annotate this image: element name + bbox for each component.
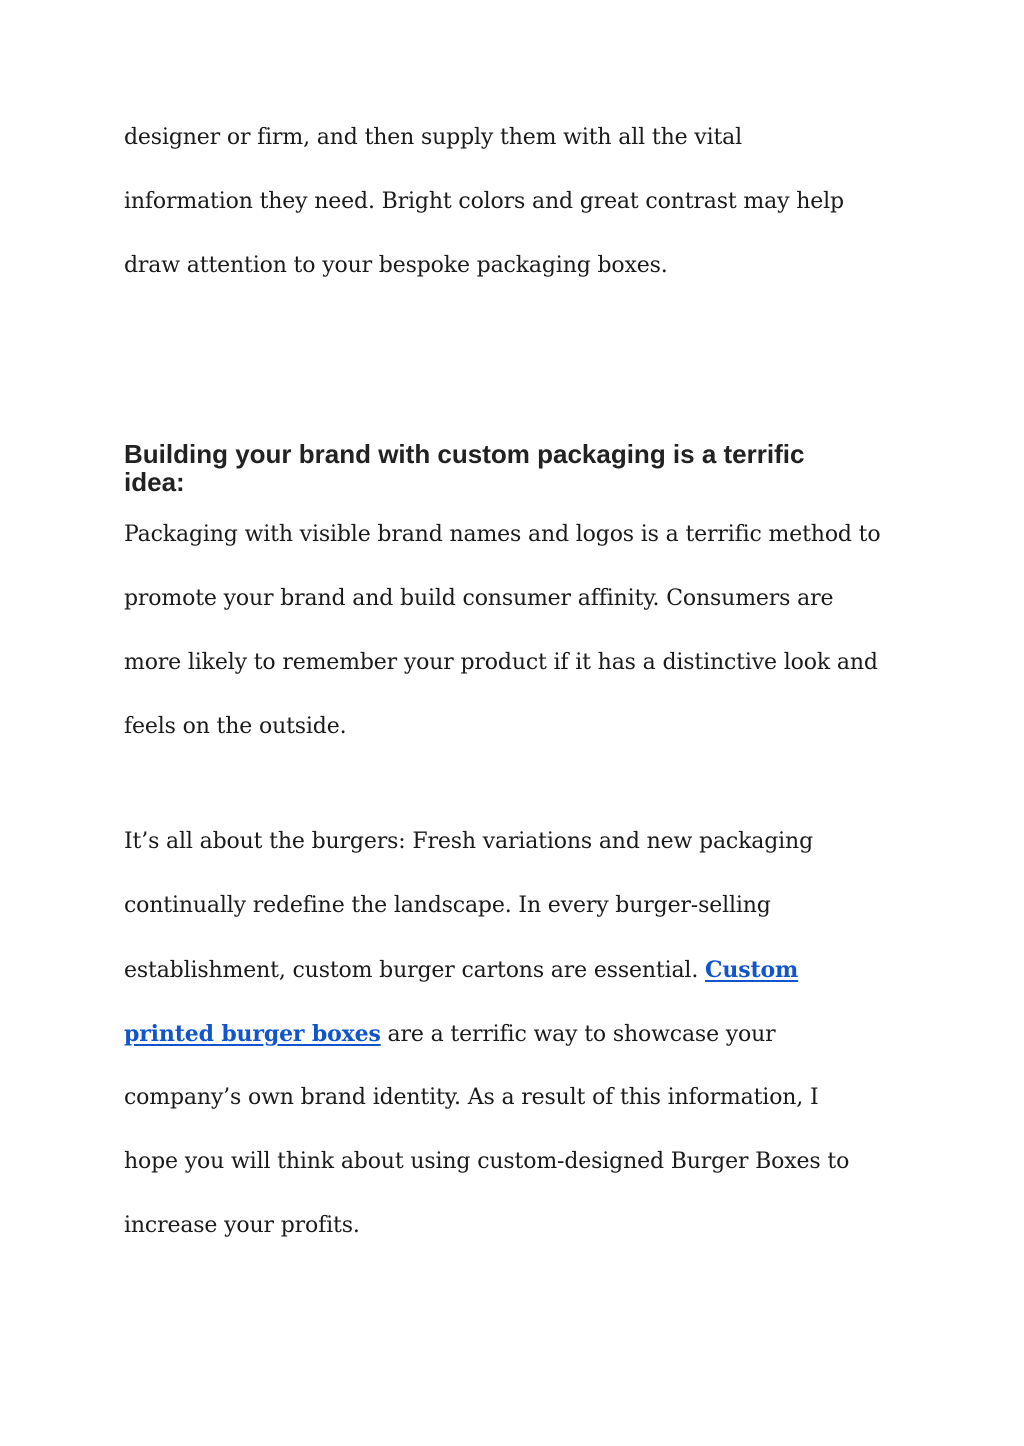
- paragraph-line: [124, 955, 798, 986]
- section-heading-line: Building your brand with custom packaging is a terrific: [124, 439, 805, 469]
- custom-burger-boxes-link[interactable]: Custom: [705, 957, 799, 983]
- paragraph-line: designer or firm, and then supply them with all the vital: [124, 125, 743, 150]
- paragraph-line: draw attention to your bespoke packaging boxes.: [124, 253, 668, 278]
- paragraph-line: company’s own brand identity. As a result of this information, I: [124, 1085, 819, 1110]
- paragraph-text: establishment, custom burger cartons are essential.: [124, 958, 706, 983]
- paragraph-line: feels on the outside.: [124, 714, 347, 739]
- paragraph-line: promote your brand and build consumer affinity. Consumers are: [124, 586, 834, 611]
- section-heading-line: idea:: [124, 467, 185, 497]
- paragraph-line: continually redefine the landscape. In every burger-selling: [124, 893, 771, 918]
- paragraph-line: information they need. Bright colors and great contrast may help: [124, 189, 844, 214]
- paragraph-line: [124, 1019, 776, 1050]
- paragraph-line: more likely to remember your product if it has a distinctive look and: [124, 650, 878, 675]
- paragraph-line: hope you will think about using custom-designed Burger Boxes to: [124, 1149, 850, 1174]
- paragraph-text: are a terrific way to showcase your: [380, 1022, 776, 1047]
- paragraph-line: Packaging with visible brand names and logos is a terrific method to: [124, 522, 881, 547]
- section-heading: [124, 440, 914, 496]
- custom-burger-boxes-link[interactable]: printed burger boxes: [124, 1021, 381, 1047]
- paragraph-line: It’s all about the burgers: Fresh variations and new packaging: [124, 829, 813, 854]
- paragraph-line: increase your profits.: [124, 1213, 360, 1238]
